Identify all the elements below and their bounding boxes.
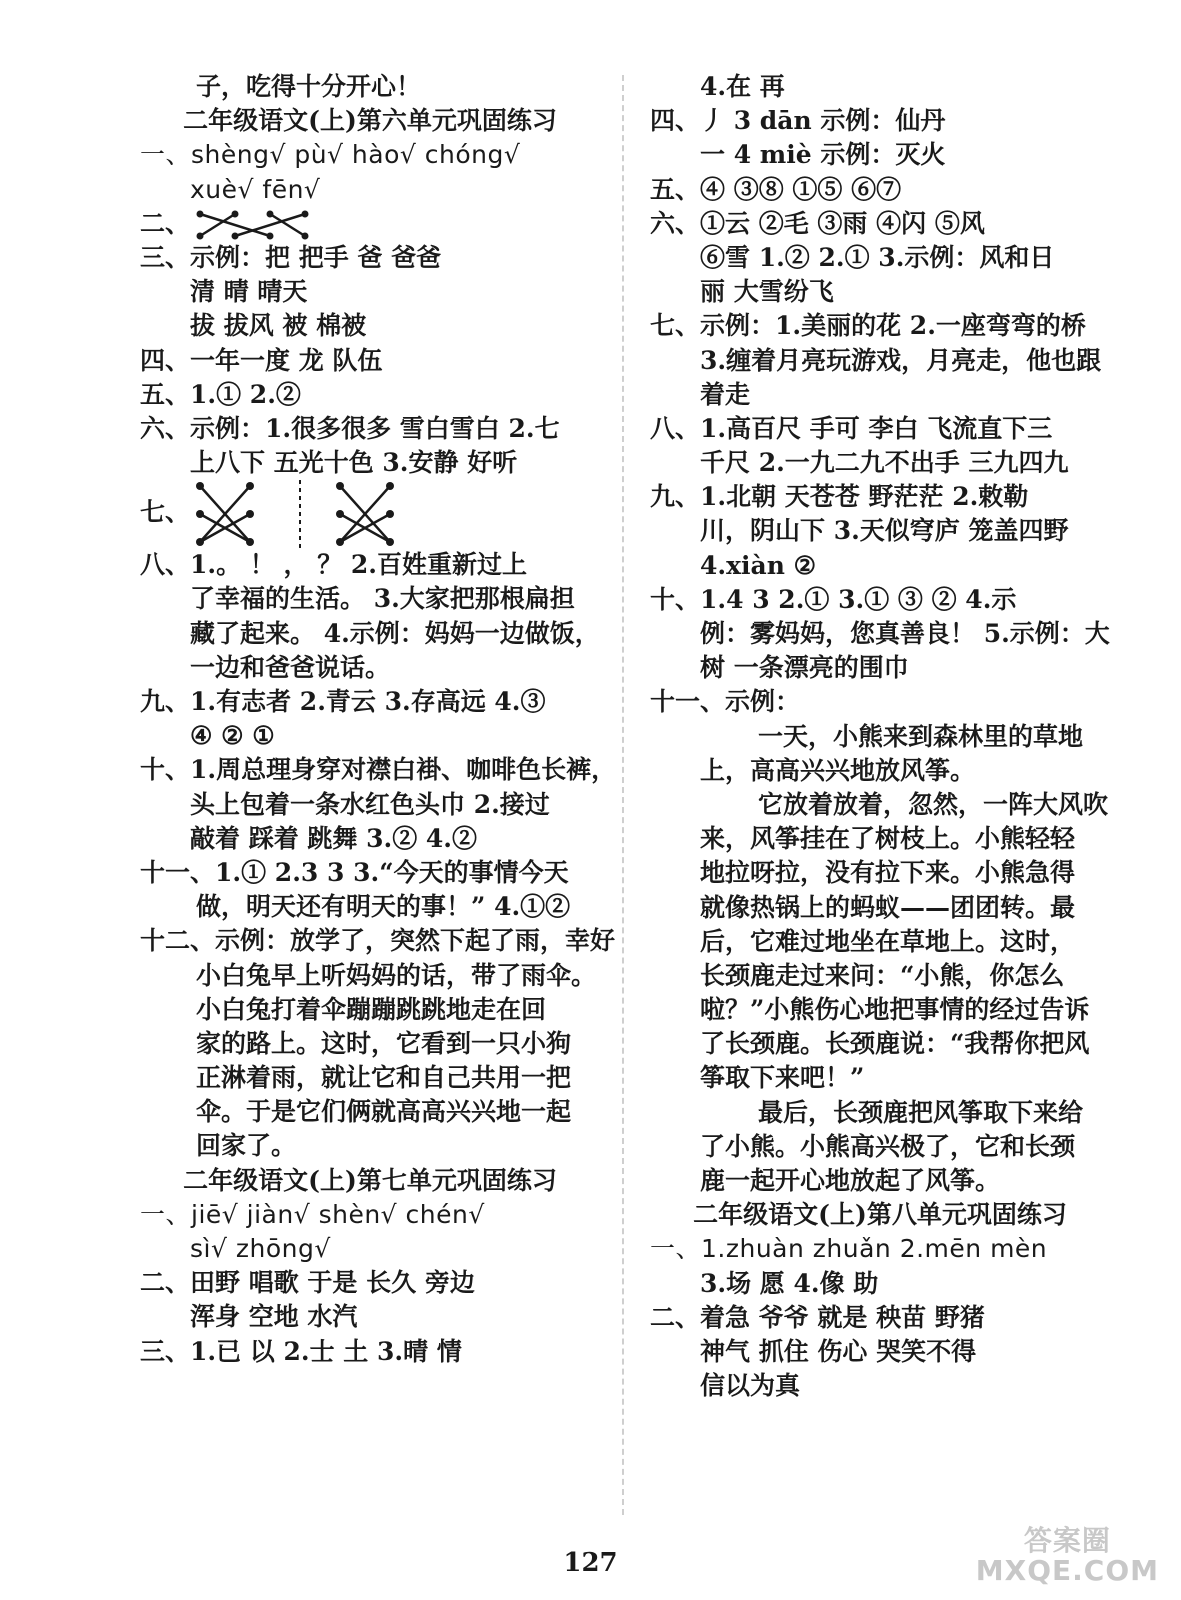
answer-text: 十、1.4 3 2.① 3.① ③ ② 4.示 xyxy=(650,584,1017,614)
right-column-line xyxy=(650,583,1110,617)
answer-text: 二、 xyxy=(140,208,191,238)
right-column-line xyxy=(650,241,1110,275)
answer-text: 地拉呀拉，没有拉下来。小熊急得 xyxy=(700,858,1076,888)
right-column-line xyxy=(650,1369,1110,1403)
answer-text: 3.场 愿 4.像 助 xyxy=(700,1268,879,1298)
right-column-line xyxy=(650,891,1110,925)
answer-text: 子，吃得十分开心！ xyxy=(196,72,422,101)
left-column-line xyxy=(140,924,616,958)
left-column-line xyxy=(140,959,600,993)
answer-text: 正淋着雨，就让它和自己共用一把 xyxy=(196,1063,572,1093)
answer-text: 3.缠着月亮玩游戏，月亮走，他也跟 xyxy=(700,345,1102,375)
answer-text: 敲着 踩着 跳舞 3.② 4.② xyxy=(190,823,478,853)
left-column-line xyxy=(140,1300,600,1334)
match-dot xyxy=(386,482,394,490)
answer-text: 川，阴山下 3.天似穹庐 笼盖四野 xyxy=(700,516,1069,546)
right-column-line xyxy=(650,754,1110,788)
right-column-line xyxy=(650,207,1110,241)
answer-text: 信以为真 xyxy=(700,1371,801,1401)
answer-text: 上八下 五光十色 3.安静 好听 xyxy=(190,448,518,478)
match-line xyxy=(200,214,235,236)
answer-text: 鹿一起开心地放起了风筝。 xyxy=(700,1166,1001,1195)
answer-text: 后，它难过地坐在草地上。这时， xyxy=(700,926,1076,956)
left-column-line xyxy=(140,275,600,309)
left-column-line xyxy=(140,173,600,207)
answer-text: 了幸福的生活。 3.大家把那根扁担 xyxy=(190,584,575,614)
left-column-line xyxy=(140,480,600,527)
left-column-line xyxy=(140,582,600,616)
left-column-line xyxy=(140,1027,600,1061)
right-column-line xyxy=(650,514,1110,548)
left-column-line xyxy=(140,548,600,582)
match-dot xyxy=(196,482,204,490)
left-column-line xyxy=(140,378,600,412)
answer-text: 神气 抓住 伤心 哭笑不得 xyxy=(700,1336,977,1366)
right-column-line xyxy=(650,1164,1110,1198)
answer-text: 十一、示例： xyxy=(650,687,801,717)
left-column-line xyxy=(140,446,600,480)
match-dot xyxy=(197,233,204,240)
left-column-line xyxy=(140,1129,600,1163)
watermark-logo: 答案圈 xyxy=(1023,1524,1111,1557)
left-column-line xyxy=(140,1232,600,1266)
answer-text: 上，高高兴兴地放风筝。 xyxy=(700,755,976,785)
right-column-line xyxy=(650,412,1110,446)
matching-cross-figure xyxy=(190,480,490,548)
answer-text: 着走 xyxy=(700,379,751,409)
right-column-line xyxy=(650,856,1110,890)
answer-text: 三、示例：把 把手 爸 爸爸 xyxy=(140,242,442,272)
column-divider xyxy=(622,75,624,1515)
answer-text: 九、1.有志者 2.青云 3.存高远 4.③ xyxy=(140,687,546,716)
answer-text: 了小熊。小熊高兴极了，它和长颈 xyxy=(700,1131,1076,1161)
match-dot xyxy=(246,538,254,546)
answer-text: xuè√ fēn√ xyxy=(190,174,321,204)
answer-text: 浑身 空地 水汽 xyxy=(190,1302,358,1332)
answer-text: ⑥雪 1.② 2.① 3.示例：风和日 xyxy=(700,242,1055,272)
answer-text: 家的路上。这时，它看到一只小狗 xyxy=(196,1028,572,1058)
answer-text: 二年级语文(上)第八单元巩固练习 xyxy=(693,1200,1067,1230)
right-column-line xyxy=(650,720,1110,754)
left-column-line xyxy=(140,104,600,138)
answer-text: 一天，小熊来到森林里的草地 xyxy=(758,721,1084,751)
answer-text: 四、一年一度 龙 队伍 xyxy=(140,345,383,375)
answer-text: 就像热锅上的蚂蚁——团团转。最 xyxy=(700,892,1076,922)
match-dot xyxy=(196,538,204,546)
match-dot xyxy=(232,211,239,218)
page-number: 127 xyxy=(563,1548,618,1578)
right-column-line xyxy=(650,480,1110,514)
answer-text: 长颈鹿走过来问：“小熊，你怎么 xyxy=(700,960,1065,990)
answer-text: 4.xiàn ② xyxy=(700,550,816,580)
match-dot xyxy=(246,482,254,490)
right-column-line xyxy=(650,1232,1110,1266)
left-column xyxy=(140,70,617,1369)
answer-text: 一、jiē√ jiàn√ shèn√ chén√ xyxy=(140,1199,485,1229)
right-column-line xyxy=(650,1198,1110,1232)
answer-text: 七、 xyxy=(140,497,191,527)
match-dot xyxy=(386,510,394,518)
match-dot xyxy=(246,510,254,518)
match-dot xyxy=(302,211,309,218)
answer-text: 一、shèng√ pù√ hào√ chóng√ xyxy=(140,140,521,170)
left-column-line xyxy=(140,138,600,172)
right-column-line xyxy=(650,275,1110,309)
watermark-url: MXQE.COM xyxy=(975,1554,1159,1587)
left-column-line xyxy=(140,412,600,446)
answer-text: 一边和爸爸说话。 xyxy=(190,652,391,682)
left-column-line xyxy=(140,719,600,753)
right-column-line xyxy=(650,1061,1110,1095)
answer-text: 九、1.北朝 天苍苍 野茫茫 2.敕勒 xyxy=(650,482,1029,512)
right-column-line xyxy=(650,138,1110,172)
right-column-line xyxy=(650,344,1110,378)
answer-text: 4.在 再 xyxy=(700,72,785,101)
match-dot xyxy=(386,538,394,546)
left-column-line xyxy=(140,1335,600,1369)
answer-text: 小白兔打着伞蹦蹦跳跳地走在回 xyxy=(196,994,547,1024)
left-column-line xyxy=(140,344,600,378)
right-column-line xyxy=(650,651,1110,685)
watermark xyxy=(976,1526,1159,1586)
answer-text: 伞。于是它们俩就高高兴兴地一起 xyxy=(196,1097,572,1127)
answer-text: 丽 大雪纷飞 xyxy=(700,277,834,307)
left-column-line xyxy=(140,651,600,685)
right-column-line xyxy=(650,685,1110,719)
left-column-line xyxy=(140,309,600,343)
answer-text: 二年级语文(上)第六单元巩固练习 xyxy=(183,106,557,136)
match-line xyxy=(270,214,305,236)
match-dot xyxy=(267,233,274,240)
answer-text: 头上包着一条水红色头巾 2.接过 xyxy=(190,789,550,819)
match-dot xyxy=(197,211,204,218)
right-column-line xyxy=(650,925,1110,959)
answer-text: 二年级语文(上)第七单元巩固练习 xyxy=(183,1165,557,1195)
match-dot xyxy=(267,211,274,218)
answer-text: 树 一条漂亮的围巾 xyxy=(700,653,909,683)
right-column-line xyxy=(650,822,1110,856)
answer-text: 一 4 miè 示例：灭火 xyxy=(700,140,946,170)
matching-lines-figure xyxy=(190,208,320,242)
answer-text: 清 晴 晴天 xyxy=(190,277,308,307)
answer-text: 二、着急 爷爷 就是 秧苗 野猪 xyxy=(650,1302,985,1332)
left-column-line xyxy=(140,788,600,822)
left-column-line xyxy=(140,1164,600,1198)
answer-text: 了长颈鹿。长颈鹿说：“我帮你把风 xyxy=(700,1029,1090,1059)
match-dot xyxy=(336,538,344,546)
answer-text: 回家了。 xyxy=(196,1131,297,1161)
right-column-line xyxy=(650,104,1110,138)
left-column-line xyxy=(140,685,600,719)
answer-text: 一、1.zhuàn zhuǎn 2.mēn mèn xyxy=(650,1234,1048,1264)
answer-text: 最后，长颈鹿把风筝取下来给 xyxy=(758,1097,1084,1127)
right-column-line xyxy=(650,1335,1110,1369)
answer-text: 千尺 2.一九二九不出手 三九四九 xyxy=(700,448,1069,478)
match-dot xyxy=(196,510,204,518)
answer-text: 四、丿 3 dān 示例：仙丹 xyxy=(650,106,946,136)
right-column-line xyxy=(650,617,1110,651)
right-column-line xyxy=(650,993,1110,1027)
right-column-line xyxy=(650,1267,1110,1301)
left-column-line xyxy=(140,1198,600,1232)
right-column-line xyxy=(650,70,1110,104)
left-column-line xyxy=(140,207,600,241)
answer-text: 来，风筝挂在了树枝上。小熊轻轻 xyxy=(700,824,1076,854)
left-column-line xyxy=(140,1061,600,1095)
answer-text: 筝取下来吧！” xyxy=(700,1063,865,1093)
answer-text: 例：雾妈妈，您真善良！ 5.示例：大 xyxy=(700,619,1110,648)
right-column-line xyxy=(650,309,1110,343)
answer-text: 五、1.① 2.② xyxy=(140,379,301,409)
left-column-line xyxy=(140,241,600,275)
answer-text: 六、示例：1.很多很多 雪白雪白 2.七 xyxy=(140,413,560,443)
left-column-line xyxy=(140,1266,600,1300)
answer-text: 三、1.已 以 2.士 土 3.晴 情 xyxy=(140,1336,462,1366)
right-column xyxy=(650,70,1110,1403)
right-column-line xyxy=(650,959,1110,993)
right-column-line xyxy=(650,1301,1110,1335)
answer-text: 它放着放着，忽然，一阵大风吹 xyxy=(758,789,1109,819)
right-column-line xyxy=(650,549,1110,583)
answer-text: 八、1.。 ！ ， ？ 2.百姓重新过上 xyxy=(140,550,528,580)
answer-text: 七、示例：1.美丽的花 2.一座弯弯的桥 xyxy=(650,311,1086,341)
answer-text: 六、①云 ②毛 ③雨 ④闪 ⑤风 xyxy=(650,208,985,238)
left-column-line xyxy=(140,617,600,651)
match-dot xyxy=(336,510,344,518)
answer-text: 做，明天还有明天的事！” 4.①② xyxy=(196,892,571,922)
answer-text: 十、1.周总理身穿对襟白褂、咖啡色长裤， xyxy=(140,755,617,785)
right-column-line xyxy=(650,1130,1110,1164)
answer-text: 二、田野 唱歌 于是 长久 旁边 xyxy=(140,1268,475,1298)
answer-text: sì√ zhōng√ xyxy=(190,1234,331,1263)
answer-text: ④ ② ① xyxy=(190,721,275,751)
right-column-line xyxy=(650,378,1110,412)
answer-text: 啦？”小熊伤心地把事情的经过告诉 xyxy=(700,995,1090,1025)
match-dot xyxy=(336,482,344,490)
right-column-line xyxy=(650,1027,1110,1061)
left-column-line xyxy=(140,856,600,890)
right-column-line xyxy=(650,173,1110,207)
left-column-line xyxy=(140,1095,600,1129)
left-column-line xyxy=(140,890,600,924)
right-column-line xyxy=(650,446,1110,480)
match-dot xyxy=(302,233,309,240)
left-column-line xyxy=(140,70,600,104)
left-column-line xyxy=(140,753,617,787)
answer-text: 拔 拔风 被 棉被 xyxy=(190,311,367,341)
match-dot xyxy=(232,233,239,240)
answer-text: 八、1.高百尺 手可 李白 飞流直下三 xyxy=(650,413,1053,443)
left-column-line xyxy=(140,822,600,856)
right-column-line xyxy=(650,788,1110,822)
answer-text: 藏了起来。 4.示例：妈妈一边做饭， xyxy=(190,618,600,648)
answer-text: 小白兔早上听妈妈的话，带了雨伞。 xyxy=(196,960,597,990)
left-column-line xyxy=(140,993,600,1027)
answer-text: 十一、1.① 2.3 3 3.“今天的事情今天 xyxy=(140,857,569,887)
answer-text: 五、④ ③⑧ ①⑤ ⑥⑦ xyxy=(650,174,902,204)
answer-text: 十二、示例：放学了，突然下起了雨，幸好 xyxy=(140,926,616,956)
right-column-line xyxy=(650,1096,1110,1130)
